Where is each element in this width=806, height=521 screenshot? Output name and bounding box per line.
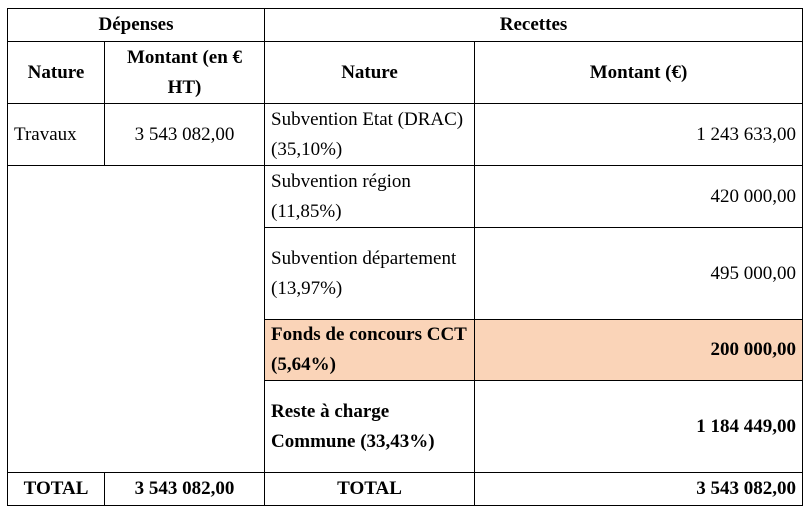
- recette-montant: 1 243 633,00: [475, 104, 803, 166]
- depenses-montant-header: Montant (en € HT): [105, 42, 265, 104]
- total-row: [8, 473, 803, 506]
- table-row: [8, 166, 803, 228]
- total-recettes: 3 543 082,00: [475, 473, 803, 506]
- recette-montant: 200 000,00: [475, 320, 803, 381]
- recettes-montant-header: Montant (€): [475, 42, 803, 104]
- recette-montant: 1 184 449,00: [475, 381, 803, 473]
- recette-nature: Subvention Etat (DRAC) (35,10%): [265, 104, 475, 166]
- total-depenses: 3 543 082,00: [105, 473, 265, 506]
- recette-nature: Reste à charge Commune (33,43%): [265, 381, 475, 473]
- total-label-recettes: TOTAL: [265, 473, 475, 506]
- recettes-header: Recettes: [265, 9, 803, 42]
- recette-nature: Subvention département (13,97%): [265, 228, 475, 320]
- depense-montant: 3 543 082,00: [105, 104, 265, 166]
- column-header-row: [8, 42, 803, 104]
- recette-montant: 420 000,00: [475, 166, 803, 228]
- recette-montant: 495 000,00: [475, 228, 803, 320]
- table-row: [8, 104, 803, 166]
- recette-nature: Subvention région (11,85%): [265, 166, 475, 228]
- depenses-nature-header: Nature: [8, 42, 105, 104]
- budget-table: [7, 8, 803, 506]
- depenses-empty-cell: [8, 166, 265, 473]
- recettes-nature-header: Nature: [265, 42, 475, 104]
- recette-nature: Fonds de concours CCT (5,64%): [265, 320, 475, 381]
- depenses-header: Dépenses: [8, 9, 265, 42]
- depense-nature: Travaux: [8, 104, 105, 166]
- section-header-row: [8, 9, 803, 42]
- total-label-depenses: TOTAL: [8, 473, 105, 506]
